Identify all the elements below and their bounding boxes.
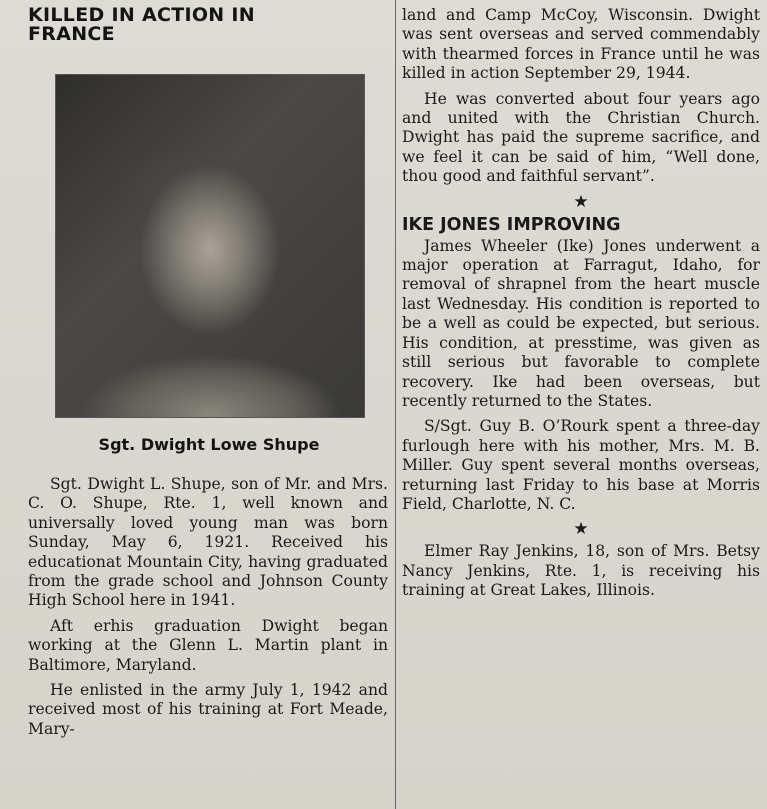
article3-paragraph-1: Elmer Ray Jenkins, 18, son of Mrs. Betsy Nancy Jenkins, Rte. 1, is receiving his training at Great Lakes, Illinois. [402, 542, 760, 600]
left-column [28, 0, 390, 809]
right-column-body [402, 6, 760, 607]
right-column [402, 0, 762, 809]
article1-paragraph-4: He was converted about four years ago and united with the Christian Church. Dwight has paid the supreme sacrifice, and we feel it can be said of him, “Well done, thou good and faithful servant”. [402, 89, 760, 186]
article2-paragraph-2: S/Sgt. Guy B. O’Rourk spent a three-day furlough here with his mother, Mrs. M. B. Miller. Guy spent several months overseas, returning last Friday to his base at Morris Field, Charlotte, N. C. [402, 417, 760, 513]
separator-star-2: ★ [573, 519, 589, 540]
article1-paragraph-3-start: He enlisted in the army July 1, 1942 and received most of his training at Fort Meade, Mary- [28, 681, 388, 738]
headline-line-1: KILLED IN ACTION IN [28, 4, 255, 26]
column-rule [395, 0, 396, 809]
headline-line-2: FRANCE [28, 23, 115, 45]
article1-headline [28, 6, 390, 44]
article2-paragraph-1: James Wheeler (Ike) Jones underwent a major operation at Farragut, Idaho, for removal of shrapnel from the heart muscle last Wednesday. His condition is reported to be a well as could be expected, but serious. His condition, at presstime, was given as still serious but favorable to complete recovery. Ike had been overseas, but recently returned to the States. [402, 236, 760, 410]
article1-body [28, 475, 388, 745]
article1-continued-fragment: training at Fort Meade, Mary- [28, 700, 388, 738]
article1-paragraph-2: Aft erhis graduation Dwight began working at the Glenn L. Martin plant in Baltimore, Maryland. [28, 616, 388, 674]
photo-caption: Sgt. Dwight Lowe Shupe [98, 435, 320, 454]
separator-star: ★ [573, 191, 589, 212]
article1-continuation: land and Camp McCoy, Wisconsin. Dwight was sent overseas and served commendably with thearmed forces in France until he was killed in action September 29, 1944. [402, 6, 760, 83]
article1-paragraph-1: Sgt. Dwight L. Shupe, son of Mr. and Mrs. C. O. Shupe, Rte. 1, well known and universally loved young man was born Sunday, May 6, 1921. Received his educationat Mountain City, having graduated from the grade school and Johnson County High School here in 1941. [28, 475, 388, 610]
soldier-portrait-photo [55, 74, 365, 418]
article2-headline: IKE JONES IMPROVING [402, 214, 621, 235]
